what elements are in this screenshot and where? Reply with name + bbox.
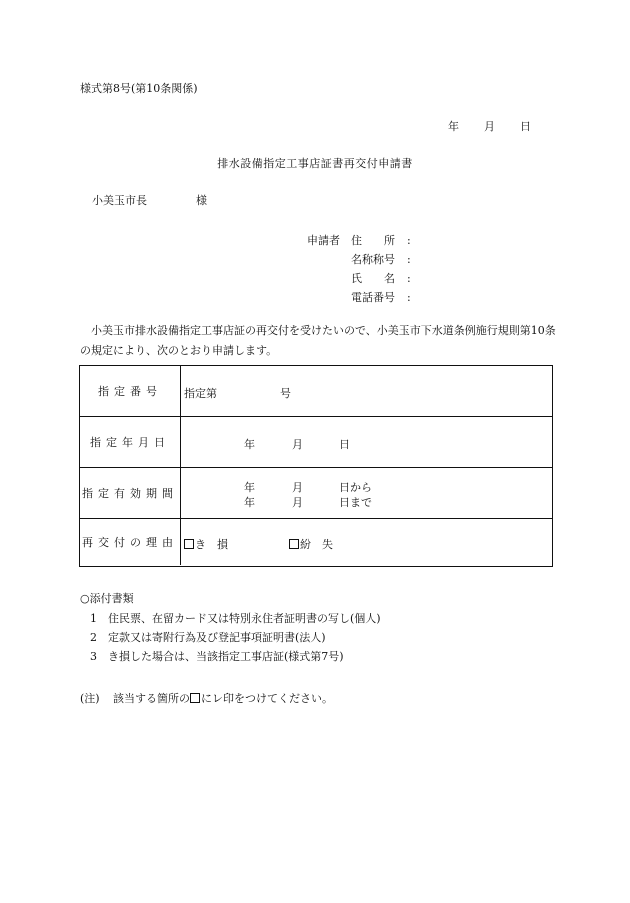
- damaged-label: き 損: [195, 538, 228, 551]
- designation-date-month: 月: [292, 438, 303, 451]
- attachments-heading: ○添付書類: [80, 592, 134, 605]
- trade-name-colon: :: [407, 253, 411, 266]
- addressee: [92, 192, 207, 208]
- designation-number-label: 指定番号: [80, 366, 181, 416]
- phone-colon: :: [407, 291, 411, 304]
- document-title: 排水設備指定工事店証書再交付申請書: [217, 157, 413, 170]
- designation-date-day: 日: [339, 438, 350, 451]
- date-year-label: 年: [448, 120, 459, 133]
- reason-lost-option[interactable]: [289, 536, 333, 552]
- designation-date-row: [80, 417, 552, 468]
- reissue-reason-row: [80, 519, 552, 565]
- validity-to-day: 日まで: [339, 496, 372, 509]
- attachment-number: 1: [90, 612, 97, 625]
- validity-period-label: 指定有効期間: [80, 468, 181, 518]
- attachment-text: 定款又は寄附行為及び登記事項証明書(法人): [108, 631, 326, 644]
- addressee-mayor: 小美玉市長: [92, 194, 147, 207]
- attachment-number: 3: [90, 650, 97, 663]
- attachment-item: [90, 610, 381, 626]
- attachment-item: [90, 629, 326, 645]
- validity-from-year: 年: [244, 481, 255, 494]
- reissue-reason-cell: [181, 519, 552, 565]
- attachment-number: 2: [90, 631, 97, 644]
- address-colon: :: [407, 234, 411, 247]
- address-label: 住 所: [351, 234, 395, 247]
- note-text-before: 該当する箇所の: [113, 692, 190, 705]
- applicant-phone-row: [307, 288, 427, 307]
- applicant-block: [307, 231, 427, 307]
- addressee-honorific: 様: [196, 194, 207, 207]
- validity-to-month: 月: [292, 496, 303, 509]
- checkbox-symbol-icon: [190, 693, 200, 703]
- application-statement: 小美玉市排水設備指定工事店証の再交付を受けたいので、小美玉市下水道条例施行規則第10条の規定により、次のとおり申請します。: [80, 324, 556, 357]
- applicant-address-row: [307, 231, 427, 250]
- attachment-item: [90, 648, 344, 664]
- designation-date-cell[interactable]: [181, 417, 552, 467]
- lost-checkbox[interactable]: [289, 539, 299, 549]
- designation-number-cell[interactable]: [181, 366, 552, 416]
- designation-number-row: [80, 366, 552, 417]
- applicant-trade-name-row: [307, 250, 427, 269]
- note-prefix: (注): [80, 692, 100, 705]
- validity-from-day: 日から: [339, 481, 372, 494]
- reason-damaged-option[interactable]: [184, 536, 228, 552]
- validity-period-cell[interactable]: [181, 468, 552, 518]
- name-label: 氏 名: [351, 272, 395, 285]
- note-text-after: にレ印をつけてください。: [201, 692, 333, 705]
- lost-label: 紛 失: [300, 538, 333, 551]
- designation-info-table: [79, 365, 553, 567]
- name-colon: :: [407, 272, 411, 285]
- attachment-text: 住民票、在留カード又は特別永住者証明書の写し(個人): [108, 612, 381, 625]
- validity-to-year: 年: [244, 496, 255, 509]
- note: [80, 690, 333, 706]
- form-number: 様式第8号(第10条関係): [80, 82, 198, 95]
- designation-number-prefix: 指定第: [184, 387, 217, 400]
- application-date: [448, 118, 531, 134]
- date-day-label: 日: [520, 120, 531, 133]
- applicant-name-row: [307, 269, 427, 288]
- damaged-checkbox[interactable]: [184, 539, 194, 549]
- validity-period-row: [80, 468, 552, 519]
- reissue-reason-label: 再交付の理由: [80, 519, 181, 565]
- trade-name-label: 名称称号: [351, 253, 395, 266]
- attachment-text: き損した場合は、当該指定工事店証(様式第7号): [108, 650, 344, 663]
- date-month-label: 月: [484, 120, 495, 133]
- designation-number-suffix: 号: [280, 387, 291, 400]
- designation-date-year: 年: [244, 438, 255, 451]
- phone-label: 電話番号: [351, 291, 395, 304]
- applicant-label: 申請者: [307, 234, 340, 247]
- designation-date-label: 指定年月日: [80, 417, 181, 467]
- validity-from-month: 月: [292, 481, 303, 494]
